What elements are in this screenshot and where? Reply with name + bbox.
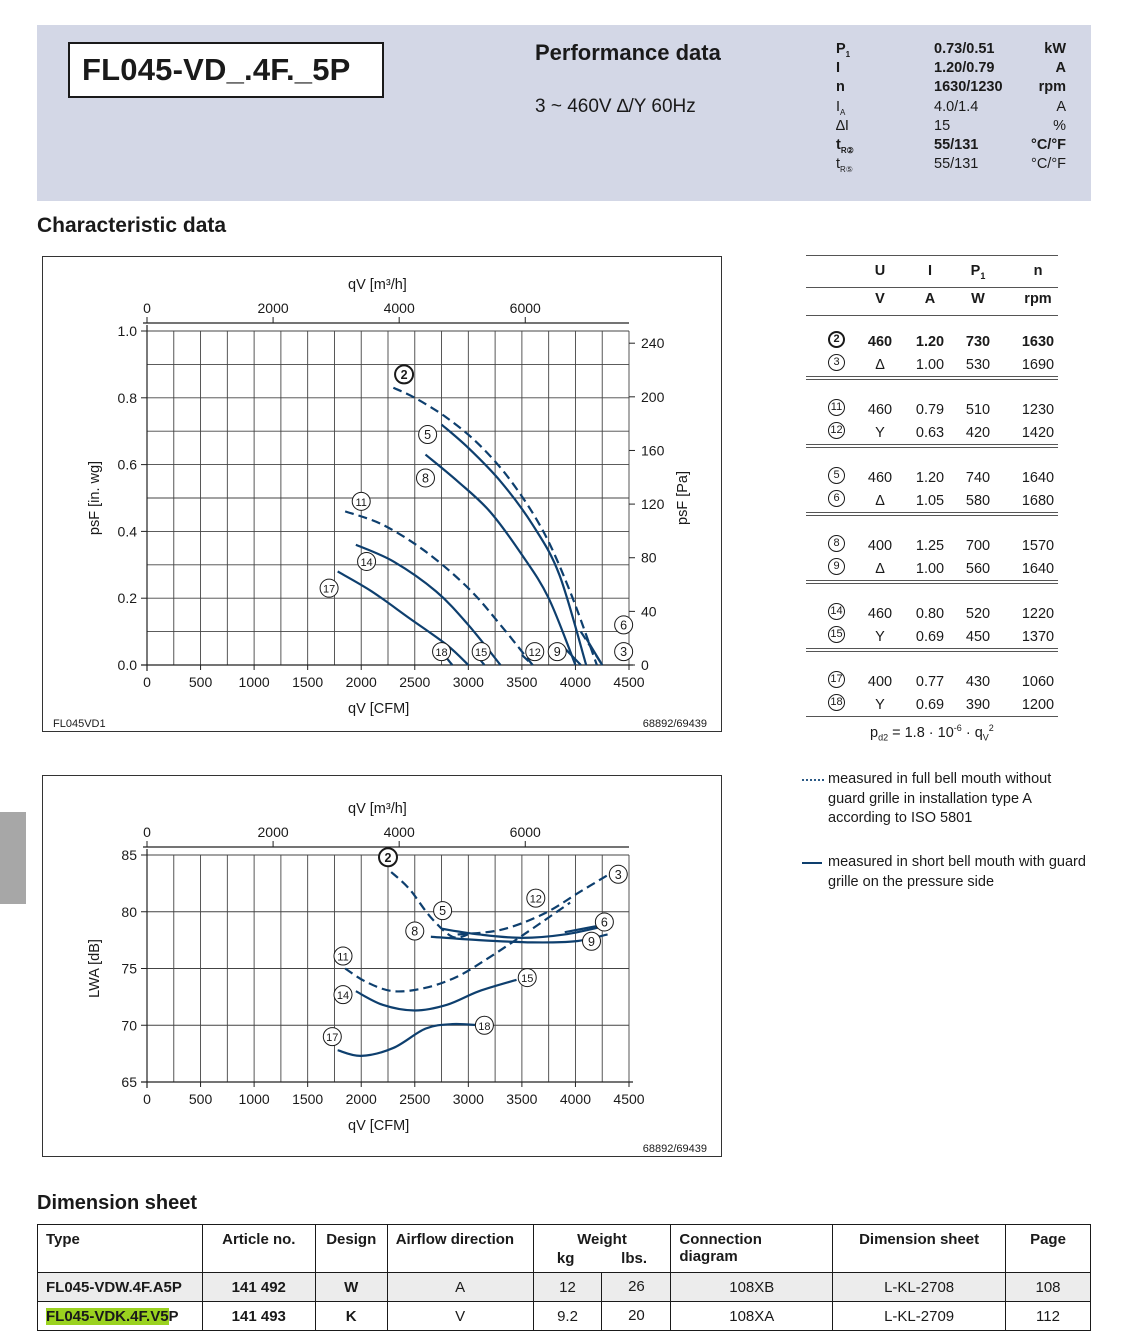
table-cell: 0.77 (915, 674, 945, 690)
table-row (38, 1273, 1091, 1302)
curve-id-badge: 8 (828, 535, 845, 552)
curve-id-badge: 9 (828, 558, 845, 575)
curve-id-badge: 11 (828, 399, 845, 416)
row-weight-kg: 9.2 (557, 1307, 578, 1325)
perf-value: 0.73/0.51 (934, 41, 995, 57)
perf-unit: A (1056, 98, 1066, 115)
row-article: 141 493 (202, 1302, 315, 1331)
y-tick-label: 1.0 (117, 323, 137, 339)
curve-label-8: 8 (411, 924, 419, 939)
table-divider (806, 512, 1058, 513)
perf-symbol: n (836, 79, 845, 96)
perf-value: 1.20/0.79 (934, 60, 995, 77)
table-cell: n (1033, 263, 1043, 279)
table-cell: 1060 (1021, 674, 1055, 690)
y2-tick-label: 160 (641, 442, 665, 459)
table-cell: 700 (965, 538, 991, 554)
y2-tick-label: 120 (641, 496, 665, 513)
table-cell: 1640 (1021, 561, 1055, 577)
table-cell: 0.69 (915, 629, 945, 645)
curve-id-badge: 3 (828, 354, 845, 371)
page-side-tab (0, 812, 26, 904)
curve-label-18: 18 (478, 1020, 491, 1033)
table-cell: 510 (965, 402, 991, 418)
y-tick-label: 0.0 (117, 657, 137, 673)
sound-chart-frame (42, 775, 722, 1157)
curve-label-9: 9 (553, 645, 561, 660)
table-cell: 1.05 (915, 493, 945, 509)
chart-footer-left: FL045VD1 (53, 718, 106, 730)
curve-label-12: 12 (529, 893, 542, 906)
table-cell: 460 (867, 470, 893, 486)
perf-value: 55/131 (934, 137, 979, 153)
table-row (806, 490, 1058, 512)
table-cell: 1220 (1021, 606, 1055, 622)
series-9 (565, 648, 581, 665)
table-cell: 1230 (1021, 402, 1055, 418)
perf-unit: °C/°F (1031, 156, 1066, 173)
table-divider (806, 515, 1058, 516)
x-tick-label: 1500 (292, 1091, 324, 1107)
table-cell: 1.00 (915, 561, 945, 577)
series-6 (586, 638, 602, 665)
table-cell: U (874, 263, 886, 279)
table-cell: 460 (867, 334, 893, 350)
x-tick-label: 1000 (238, 1091, 270, 1107)
y-tick-label: 0.4 (117, 523, 137, 540)
series-17 (338, 1024, 479, 1056)
y2-tick-label: 200 (641, 388, 665, 405)
row-article: 141 492 (202, 1273, 315, 1302)
table-cell: 460 (867, 402, 893, 418)
col-weight-kg: kg (556, 1250, 575, 1267)
row-connection: 108XA (671, 1302, 833, 1331)
curve-id-badge: 12 (828, 422, 845, 439)
note-solid: measured in short bell mouth with guard grille on the pressure side (828, 854, 1086, 890)
table-row (806, 331, 1058, 353)
formula: $p_{d2} = 1.8 \cdot 10^{-6} \cdot q_V^2$ (870, 723, 994, 743)
note-dashed: measured in full bell mouth without guard grille in installation type A according to ISO 5801 (828, 771, 1052, 826)
voltage-spec: 3 ~ 460V ∆/Y 60Hz (535, 96, 696, 117)
perf-value: 55/131 (934, 156, 979, 173)
x-tick-label: 3500 (506, 674, 538, 690)
table-divider (806, 447, 1058, 448)
performance-row (836, 155, 1066, 174)
table-row (806, 399, 1058, 421)
row-weight-kg: 12 (559, 1278, 576, 1296)
table-divider (806, 444, 1058, 445)
col-connection: Connection diagram (671, 1225, 833, 1273)
row-weight-lbs: 26 (601, 1273, 670, 1301)
row-page: 112 (1006, 1302, 1091, 1331)
y-tick-label: 0.2 (117, 590, 137, 607)
perf-symbol: $t_{R②}$ (836, 137, 854, 155)
x-tick-label: 2000 (345, 674, 377, 690)
performance-title: Performance data (535, 40, 721, 65)
curve-label-8: 8 (422, 471, 429, 486)
row-weight (533, 1273, 671, 1302)
table-cell: V (875, 291, 885, 307)
x-tick-label: 2000 (345, 1091, 377, 1107)
table-row (806, 626, 1058, 648)
x-tick-label: 1000 (238, 674, 270, 690)
table-cell: 1690 (1021, 357, 1055, 373)
x-axis-label: qV [CFM] (348, 701, 410, 717)
dimension-header-row (38, 1225, 1091, 1273)
performance-row (836, 136, 1066, 155)
table-divider (806, 648, 1058, 649)
table-cell: 460 (867, 606, 893, 622)
y-tick-label: 80 (121, 903, 137, 920)
perf-symbol: ∆I (836, 117, 849, 134)
performance-row (836, 59, 1066, 78)
table-cell: Y (875, 697, 885, 713)
curve-label-14: 14 (360, 556, 373, 569)
col-weight-lbs: lbs. (621, 1250, 647, 1267)
row-airflow: A (387, 1273, 533, 1302)
table-cell: 420 (965, 425, 991, 441)
x-tick-label: 0 (143, 674, 151, 690)
x2-tick-label: 6000 (509, 824, 541, 840)
x-tick-label: 2500 (399, 1091, 431, 1107)
performance-row (836, 98, 1066, 117)
x-axis-label: qV [CFM] (348, 1118, 410, 1134)
curve-label-6: 6 (620, 618, 628, 633)
table-cell: $P_1$ (970, 263, 986, 281)
x2-tick-label: 2000 (257, 300, 289, 316)
x-tick-label: 500 (188, 674, 213, 690)
performance-row (836, 78, 1066, 97)
row-page: 108 (1006, 1273, 1091, 1302)
x-tick-label: 4500 (613, 674, 645, 690)
table-cell: ∆ (875, 493, 885, 509)
perf-symbol: I (836, 60, 841, 77)
table-row (806, 603, 1058, 625)
perf-unit: °C/°F (1031, 137, 1066, 153)
table-row (806, 354, 1058, 376)
solid-line-marker (802, 862, 822, 864)
model-title: FL045-VD_.4F._5P (68, 42, 384, 98)
curve-id-badge: 15 (828, 626, 845, 643)
table-row (38, 1302, 1091, 1331)
perf-value: 1630/1230 (934, 79, 1003, 96)
table-row (806, 288, 1058, 310)
curve-label-15: 15 (521, 973, 534, 986)
table-cell: 1.20 (915, 470, 945, 486)
curve-label-17: 17 (322, 583, 336, 596)
sound-chart (43, 776, 723, 1158)
perf-symbol: $P_1$ (836, 41, 851, 59)
performance-row (836, 40, 1066, 59)
x-tick-label: 500 (188, 1091, 213, 1107)
curve-label-9: 9 (588, 934, 595, 949)
col-weight-label: Weight (577, 1231, 627, 1248)
row-type-rest: P (168, 1307, 179, 1325)
curve-id-badge: 5 (828, 467, 845, 484)
col-weight (533, 1225, 671, 1273)
curve-label-6: 6 (600, 915, 608, 930)
col-type: Type (38, 1225, 203, 1273)
table-divider (806, 580, 1058, 581)
x-tick-label: 1500 (292, 674, 324, 690)
y-tick-label: 85 (121, 847, 137, 863)
perf-unit: A (1055, 60, 1066, 77)
series-2 (391, 872, 468, 938)
curve-label-14: 14 (336, 990, 350, 1003)
y-axis-label: psF [in. wg] (87, 460, 103, 536)
table-cell: 0.79 (915, 402, 945, 418)
table-cell: 560 (965, 561, 991, 577)
table-row (806, 260, 1058, 282)
table-divider (806, 255, 1058, 256)
performance-row (836, 117, 1066, 136)
perf-value: 4.0/1.4 (934, 98, 979, 115)
table-cell: ∆ (875, 357, 885, 373)
table-divider (806, 379, 1058, 380)
table-cell: 390 (965, 697, 991, 713)
x-tick-label: 3500 (506, 1091, 538, 1107)
pressure-chart (43, 257, 723, 733)
table-cell: 1630 (1021, 334, 1055, 350)
table-row (806, 535, 1058, 557)
table-cell: 520 (965, 606, 991, 622)
chart-footer-right: 68892/69439 (642, 718, 707, 730)
table-divider (806, 376, 1058, 377)
table-cell: 730 (965, 334, 991, 350)
table-row (806, 467, 1058, 489)
x2-tick-label: 4000 (383, 824, 415, 840)
dashed-line-marker (802, 779, 824, 781)
row-weight (533, 1302, 671, 1331)
table-cell: 400 (867, 674, 893, 690)
table-cell: A (924, 291, 936, 307)
dimension-table (37, 1224, 1091, 1331)
row-weight-lbs: 20 (601, 1302, 670, 1330)
x-tick-label: 0 (143, 1091, 151, 1107)
curve-id-badge: 14 (828, 603, 845, 620)
perf-unit: kW (1044, 41, 1066, 57)
y-tick-label: 70 (121, 1017, 137, 1034)
table-divider (806, 716, 1058, 717)
curve-id-badge: 2 (828, 331, 845, 348)
chart-footer-right: 68892/69439 (642, 1143, 707, 1155)
curve-label-3: 3 (620, 645, 628, 660)
curve-label-11: 11 (355, 496, 367, 509)
y2-tick-label: 0 (641, 657, 649, 673)
table-cell: 580 (965, 493, 991, 509)
table-cell: 1.20 (915, 334, 945, 350)
table-cell: I (927, 263, 933, 279)
pressure-chart-frame (42, 256, 722, 732)
col-airflow: Airflow direction (387, 1225, 533, 1273)
table-cell: 1680 (1021, 493, 1055, 509)
table-divider (806, 315, 1058, 316)
y-tick-label: 0.6 (117, 456, 137, 473)
table-cell: 1640 (1021, 470, 1055, 486)
col-design: Design (315, 1225, 387, 1273)
table-cell: 0.63 (915, 425, 945, 441)
x-tick-label: 4000 (559, 1091, 592, 1107)
row-connection: 108XB (671, 1273, 833, 1302)
row-sheet: L-KL-2708 (833, 1273, 1006, 1302)
row-design: K (315, 1302, 387, 1331)
y2-axis-label: psF [Pa] (675, 471, 691, 525)
table-divider (806, 651, 1058, 652)
table-cell: 530 (965, 357, 991, 373)
x2-tick-label: 4000 (383, 300, 415, 316)
table-cell: 450 (965, 629, 991, 645)
x2-tick-label: 0 (143, 300, 151, 316)
row-type (38, 1302, 203, 1331)
table-cell: 740 (965, 470, 991, 486)
x-tick-label: 2500 (399, 674, 431, 690)
table-cell: 1.00 (915, 357, 945, 373)
table-row (806, 558, 1058, 580)
table-cell: Y (875, 629, 885, 645)
curve-label-5: 5 (424, 428, 432, 443)
table-cell: 1200 (1021, 697, 1055, 713)
x2-tick-label: 6000 (509, 300, 541, 316)
series-14 (356, 980, 517, 1011)
curve-label-18: 18 (435, 647, 448, 660)
y2-tick-label: 240 (641, 335, 665, 352)
table-cell: 400 (867, 538, 893, 554)
curve-label-12: 12 (528, 647, 541, 660)
table-cell: 430 (965, 674, 991, 690)
table-row (806, 671, 1058, 693)
table-cell: 1370 (1021, 629, 1055, 645)
perf-value: 15 (934, 117, 951, 134)
table-divider (806, 583, 1058, 584)
y2-tick-label: 80 (641, 549, 657, 566)
curve-label-2: 2 (384, 850, 392, 865)
x-tick-label: 3000 (452, 1091, 484, 1107)
table-cell: ∆ (875, 561, 885, 577)
table-row (806, 694, 1058, 716)
series-11 (345, 511, 532, 665)
perf-symbol: $t_{R⑤}$ (836, 156, 853, 175)
x-tick-label: 4500 (613, 1091, 645, 1107)
curve-label-2: 2 (400, 367, 408, 382)
y-axis-label: LWA [dB] (87, 939, 103, 998)
x-tick-label: 3000 (452, 674, 484, 690)
col-sheet: Dimension sheet (833, 1225, 1006, 1273)
table-cell: 0.69 (915, 697, 945, 713)
row-airflow: V (387, 1302, 533, 1331)
curve-label-15: 15 (475, 647, 488, 660)
x2-tick-label: 0 (143, 824, 151, 840)
x-tick-label: 4000 (559, 674, 592, 690)
curve-label-3: 3 (614, 867, 622, 882)
col-article: Article no. (202, 1225, 315, 1273)
perf-unit: rpm (1038, 79, 1066, 96)
col-page: Page (1006, 1225, 1091, 1273)
x2-axis-label: qV [m³/h] (348, 277, 407, 293)
row-sheet: L-KL-2709 (833, 1302, 1006, 1331)
table-cell: 1.25 (915, 538, 945, 554)
curve-id-badge: 17 (828, 671, 845, 688)
perf-unit: % (1053, 117, 1066, 134)
y-tick-label: 65 (121, 1074, 137, 1090)
x2-tick-label: 2000 (257, 824, 289, 840)
series-18 (447, 658, 452, 665)
table-cell: 1420 (1021, 425, 1055, 441)
table-cell: 0.80 (915, 606, 945, 622)
curve-label-5: 5 (439, 904, 447, 919)
row-type-highlight: FL045-VDK.4F.V5 (46, 1307, 169, 1325)
x2-axis-label: qV [m³/h] (348, 801, 407, 817)
y2-tick-label: 40 (641, 603, 657, 620)
curve-label-17: 17 (326, 1032, 339, 1045)
curve-label-11: 11 (337, 951, 349, 964)
y-tick-label: 0.8 (117, 389, 137, 406)
table-cell: rpm (1024, 291, 1052, 307)
table-row (806, 422, 1058, 444)
row-type: FL045-VDW.4F.A5P (38, 1273, 203, 1302)
y-tick-label: 75 (121, 960, 137, 977)
table-cell: Y (875, 425, 885, 441)
row-design: W (315, 1273, 387, 1302)
table-cell: 1570 (1021, 538, 1055, 554)
characteristic-title: Characteristic data (37, 214, 227, 237)
table-cell: W (971, 291, 985, 307)
perf-symbol: $I_A$ (836, 98, 846, 117)
curve-id-badge: 18 (828, 694, 845, 711)
dimension-title: Dimension sheet (37, 1192, 198, 1214)
curve-id-badge: 6 (828, 490, 845, 507)
